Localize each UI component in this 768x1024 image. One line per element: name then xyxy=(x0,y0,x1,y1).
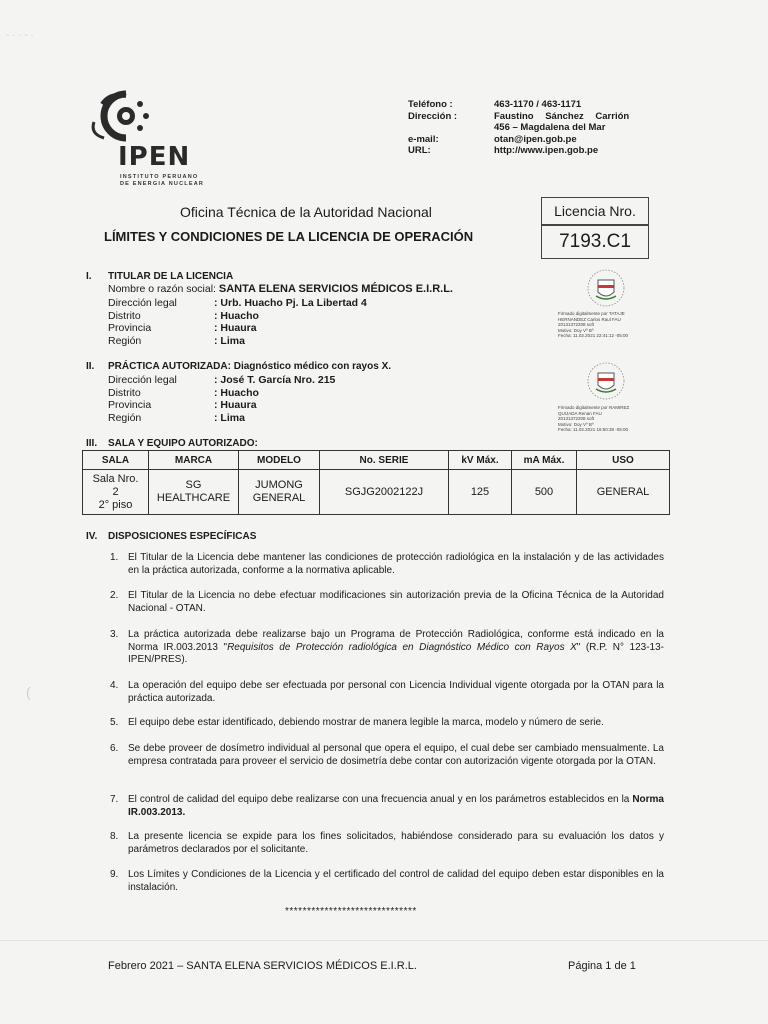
field-row xyxy=(108,335,367,348)
contact-email-value: otan@ipen.gob.pe xyxy=(494,133,577,145)
field-label: Dirección legal xyxy=(108,297,177,309)
contact-address-value-2: 456 – Magdalena del Mar xyxy=(494,122,606,133)
item-number: 7. xyxy=(110,794,119,805)
signature-seal-2 xyxy=(586,361,626,406)
section2-fields xyxy=(108,374,335,424)
field-label: Distrito xyxy=(108,386,141,399)
footer-left: Febrero 2021 – SANTA ELENA SERVICIOS MÉDICOS E.I.R.L. xyxy=(108,960,417,972)
item-number: 3. xyxy=(110,629,119,640)
field-row xyxy=(108,412,335,425)
field-value: : Lima xyxy=(214,411,245,424)
license-number-box: 7193.C1 xyxy=(541,225,649,259)
contact-phone-label: Teléfono : xyxy=(408,99,453,110)
section1-number: I. xyxy=(86,271,92,282)
field-label: Región xyxy=(108,411,142,424)
field-row xyxy=(108,297,367,310)
contact-url-value: http://www.ipen.gob.pe xyxy=(494,145,599,156)
section1-title: TITULAR DE LA LICENCIA xyxy=(108,271,234,282)
column-header: MARCA xyxy=(149,451,239,470)
section2-title: PRÁCTICA AUTORIZADA: xyxy=(108,361,231,372)
cell-line: 2° piso xyxy=(98,498,133,511)
contact-address-label-2 xyxy=(408,122,494,134)
item-number: 5. xyxy=(110,717,119,728)
cell-ma: 500 xyxy=(512,470,577,515)
ipen-logo xyxy=(88,88,228,194)
field-value: : Lima xyxy=(214,334,245,347)
item-number: 2. xyxy=(110,590,119,601)
section4-title: DISPOSICIONES ESPECÍFICAS xyxy=(108,531,257,542)
logo-wordmark: IPEN xyxy=(118,142,191,172)
item-text-bold: Norma IR.003.2013. xyxy=(128,794,664,818)
signature-line: Firmado digitalmente por TATAJE xyxy=(558,311,625,316)
cell-line: HEALTHCARE xyxy=(156,492,231,504)
disposition-item xyxy=(110,743,664,768)
signature-line: Firmado digitalmente por RAMIREZ xyxy=(558,405,630,410)
logo-subtitle-2: DE ENERGIA NUCLEAR xyxy=(120,181,205,187)
signature-line: Motivo: Doy Vº Bº xyxy=(558,327,594,333)
cell-serie: SGJG2002122J xyxy=(320,470,449,515)
item-text: El Titular de la Licencia no debe efectuar modificaciones sin autorización previa de la Oficina Técnica de la Autoridad Nacional - OTAN. xyxy=(128,590,664,614)
field-row xyxy=(108,399,335,412)
contact-address-label: Dirección : xyxy=(408,110,458,122)
column-header: No. SERIE xyxy=(320,451,449,470)
item-text: El control de calidad del equipo debe realizarse con una frecuencia anual y en los parámetros establecidos en la xyxy=(128,794,633,805)
column-header: SALA xyxy=(83,451,149,470)
equipment-table xyxy=(82,450,670,515)
contact-url-label: URL: xyxy=(408,145,431,156)
page-title: LÍMITES Y CONDICIONES DE LA LICENCIA DE OPERACIÓN xyxy=(104,229,474,244)
field-value: : Huacho xyxy=(214,386,259,399)
item-text: La presente licencia se expide para los fines solicitados, habiéndose considerado para su evaluación los datos y parámetros declarados por el solicitante. xyxy=(128,831,664,855)
disposition-item xyxy=(110,794,664,819)
field-row xyxy=(108,374,335,387)
field-value: : Huacho xyxy=(214,309,259,322)
license-label-box: Licencia Nro. xyxy=(541,197,649,225)
item-text: El equipo debe estar identificado, debiendo mostrar de manera legible la marca, modelo y número de serie. xyxy=(128,717,604,728)
item-text: La operación del equipo debe ser efectuada por personal con Licencia Individual vigente otorgada por la OTAN para la práctica autorizada. xyxy=(128,680,664,704)
signature-line: QUIJADA Renan FAU xyxy=(558,410,602,416)
column-header: mA Máx. xyxy=(512,451,577,470)
cell-line: GENERAL xyxy=(252,492,306,504)
item-number: 9. xyxy=(110,869,119,880)
field-row xyxy=(108,387,335,400)
field-value: : José T. García Nro. 215 xyxy=(214,374,336,386)
cell-sala xyxy=(83,470,149,515)
item-number: 6. xyxy=(110,743,119,754)
field-label: Provincia xyxy=(108,399,152,411)
item-number: 8. xyxy=(110,831,119,842)
table-row xyxy=(83,470,670,515)
coat-of-arms-icon xyxy=(586,361,626,401)
disposition-item xyxy=(110,552,664,577)
table-header-row xyxy=(83,451,670,470)
item-text: Se debe proveer de dosímetro individual al personal que opera el equipo, el cual debe ser cambiado mensualmente. La empresa contratada para proveer el servicio de dosimetría debe contar con autorización vigente otorgada por la OTAN. xyxy=(128,743,664,767)
signature-text-2 xyxy=(558,405,629,433)
field-value: : Huaura xyxy=(214,322,257,334)
contact-email-label: e-mail: xyxy=(408,133,439,145)
margin-mark: ( xyxy=(26,684,31,700)
atom-emblem-icon xyxy=(90,88,162,146)
holder-name: SANTA ELENA SERVICIOS MÉDICOS E.I.R.L. xyxy=(218,283,453,295)
page-number: Página 1 de 1 xyxy=(568,960,636,972)
item-text: Los Límites y Condiciones de la Licencia y el certificado del control de calidad del equipo deben estar disponibles en la instalación. xyxy=(128,869,664,893)
item-text: El Titular de la Licencia debe mantener las condiciones de protección radiológica en la instalación y de las actividades en la práctica autorizada, conforme a la normativa aplicable. xyxy=(128,552,664,576)
field-value: : Urb. Huacho Pj. La Libertad 4 xyxy=(214,297,367,309)
column-header: USO xyxy=(577,451,670,470)
holder-label: Nombre o razón social: xyxy=(108,283,216,295)
signature-line: Fecha: 11.02.2021 16:50:38 -05:00 xyxy=(558,427,628,432)
section1-holder-row xyxy=(108,283,453,296)
section4-number: IV. xyxy=(86,531,98,542)
field-value: : Huaura xyxy=(214,399,257,411)
disposition-item xyxy=(110,717,664,730)
item-text: La práctica autorizada debe realizarse bajo un Programa de Protección Radiológica, conforme está indicado en la Norma IR.003.2013 " xyxy=(128,629,664,653)
section2-title-value: Diagnóstico médico con rayos X. xyxy=(233,361,392,372)
cell-line: 2 xyxy=(112,485,119,498)
signature-text-1 xyxy=(558,311,628,339)
disposition-item xyxy=(110,629,665,667)
signature-line: Fecha: 11.02.2021 22:41:12 -05:00 xyxy=(558,333,628,338)
section1-fields xyxy=(108,297,367,347)
contact-phone-value: 463-1170 / 463-1171 xyxy=(494,99,582,110)
footer-divider xyxy=(0,940,768,941)
end-separator: ****************************** xyxy=(285,906,417,917)
section3-title: SALA Y EQUIPO AUTORIZADO: xyxy=(108,438,258,449)
field-label: Dirección legal xyxy=(108,374,177,386)
item-text: " (R.P. N° 123-13-IPEN/PRES). xyxy=(128,641,665,665)
item-text-italic: Requisitos de Protección radiológica en Diagnóstico Médico con Rayos X xyxy=(227,641,577,653)
signature-seal-1 xyxy=(586,268,626,313)
disposition-item xyxy=(110,680,664,705)
contact-block xyxy=(408,99,629,157)
logo-subtitle-1: INSTITUTO PERUANO xyxy=(120,174,199,180)
signature-line: Motivo: Doy Vº Bº xyxy=(558,421,594,427)
signature-line: 20131372208 soft xyxy=(558,416,595,421)
field-row xyxy=(108,322,367,335)
cell-modelo xyxy=(239,470,320,515)
item-number: 1. xyxy=(110,552,119,563)
column-header: MODELO xyxy=(239,451,320,470)
column-header: kV Máx. xyxy=(449,451,512,470)
disposition-item xyxy=(110,831,664,856)
section3-number: III. xyxy=(86,438,98,449)
section2-number: II. xyxy=(86,361,95,372)
field-label: Provincia xyxy=(108,322,152,334)
section2-title-row xyxy=(108,361,391,372)
disposition-item xyxy=(110,869,664,894)
field-label: Región xyxy=(108,334,142,347)
cell-uso: GENERAL xyxy=(577,470,670,515)
field-label: Distrito xyxy=(108,309,141,322)
disposition-item xyxy=(110,590,664,615)
field-row xyxy=(108,310,367,323)
scan-mark: - · · - · xyxy=(6,30,34,41)
signature-line: 20131372208 soft xyxy=(558,322,595,327)
signature-line: HERNANDEZ Carlos Raul FAU xyxy=(558,316,621,322)
cell-line: SG xyxy=(185,479,202,491)
coat-of-arms-icon xyxy=(586,268,626,308)
cell-kv: 125 xyxy=(449,470,512,515)
cell-marca xyxy=(149,470,239,515)
item-number: 4. xyxy=(110,680,119,691)
cell-line: Sala Nro. xyxy=(92,472,139,485)
cell-line: JUMONG xyxy=(255,479,303,491)
contact-address-value: Faustino Sánchez Carrión xyxy=(494,110,630,122)
office-name: Oficina Técnica de la Autoridad Nacional xyxy=(180,204,432,220)
